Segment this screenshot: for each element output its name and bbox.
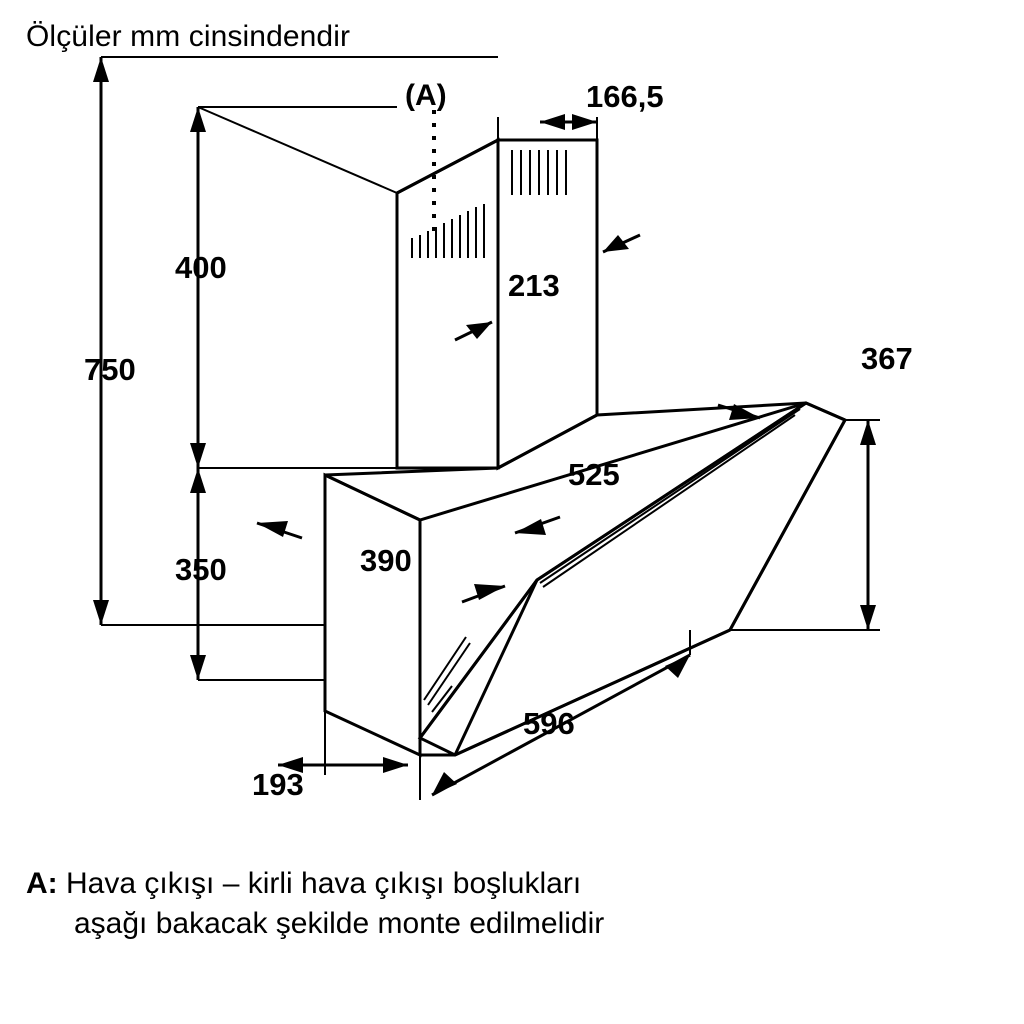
glass-panel-bottom-edge bbox=[455, 630, 730, 755]
dimension-750: 750 bbox=[84, 352, 136, 387]
vent-slats-front bbox=[512, 150, 566, 195]
dimension-525: 525 bbox=[568, 457, 620, 492]
dimension-350: 350 bbox=[175, 552, 227, 587]
glass-top-strip bbox=[540, 409, 800, 587]
hood-left-side bbox=[325, 475, 420, 755]
dimension-213: 213 bbox=[508, 268, 560, 303]
page-title: Ölçüler mm cinsindendir bbox=[26, 20, 351, 53]
dimension-367: 367 bbox=[861, 341, 913, 376]
chimney-top-left-edge bbox=[397, 140, 498, 193]
dimension-arrows bbox=[101, 57, 868, 795]
arrowheads bbox=[93, 57, 876, 795]
footnote-line-2: aşağı bakacak şekilde monte edilmelidir bbox=[74, 907, 605, 940]
glass-panel-right-edge bbox=[730, 420, 845, 630]
glass-panel-top-edge bbox=[420, 403, 806, 738]
footnote-prefix: A: bbox=[26, 867, 58, 900]
dimension-596: 596 bbox=[523, 706, 575, 741]
vent-slats-left bbox=[412, 204, 484, 258]
dimension-400: 400 bbox=[175, 250, 227, 285]
chimney-left-face bbox=[397, 140, 498, 468]
dimension-390: 390 bbox=[360, 543, 412, 578]
extension-lines bbox=[101, 57, 880, 800]
glass-panel-top-right-edge bbox=[806, 403, 845, 420]
dimension-166-5: 166,5 bbox=[586, 79, 664, 114]
dimension-193: 193 bbox=[252, 767, 304, 802]
footnote bbox=[26, 864, 986, 944]
footnote-line-1: Hava çıkışı – kirli hava çıkışı boşlukları bbox=[66, 867, 582, 900]
callout-a-label: (A) bbox=[405, 79, 447, 112]
